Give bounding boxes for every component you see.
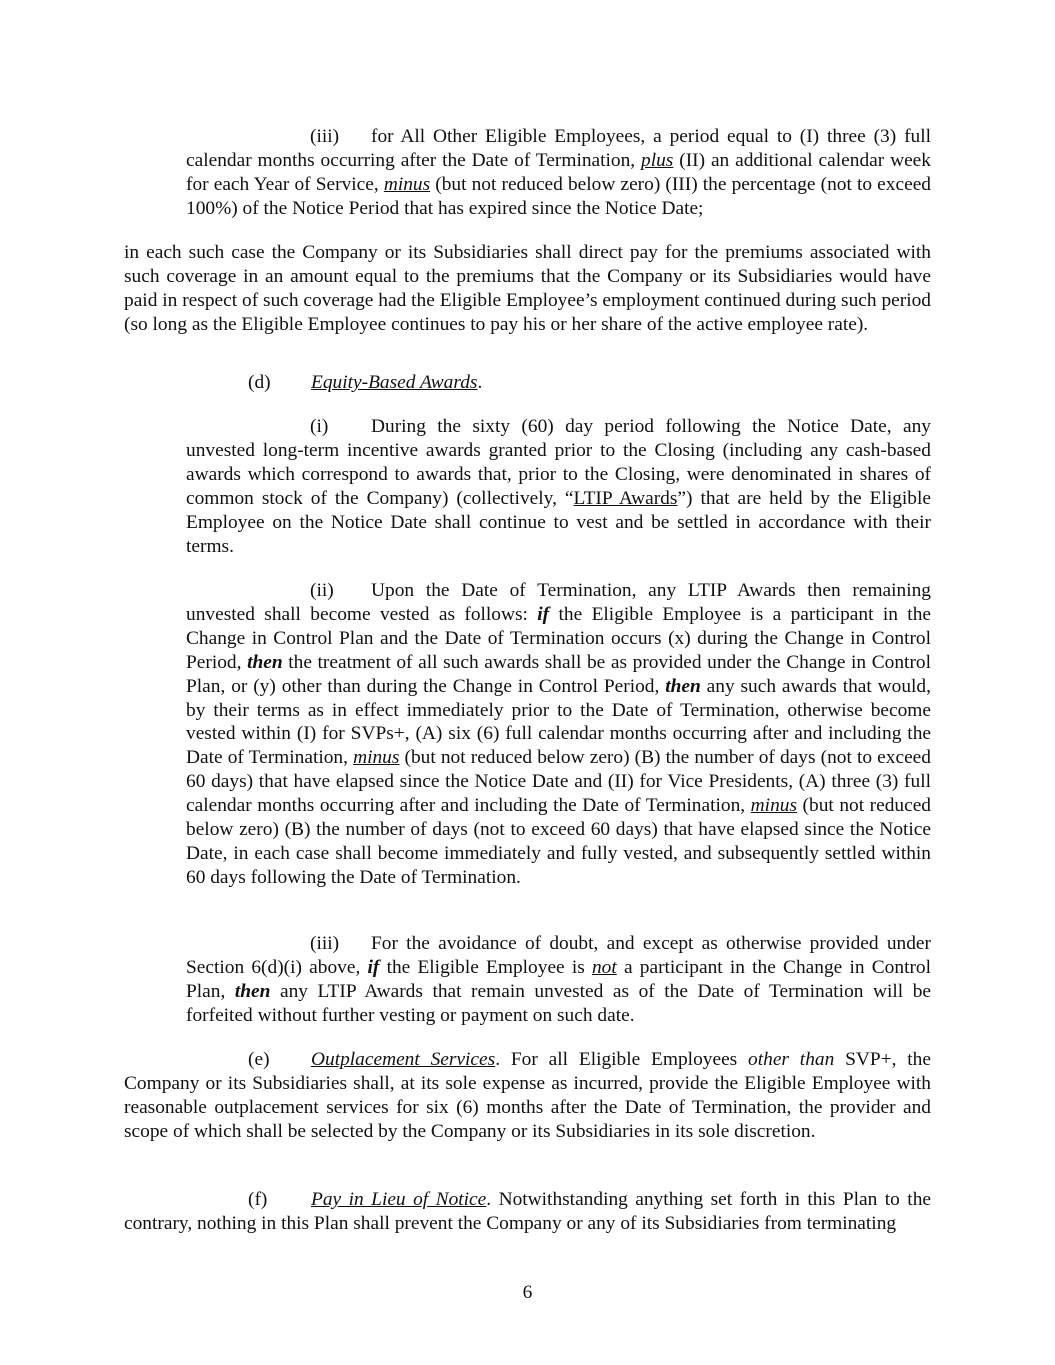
paragraph-d-i: (i) During the sixty (60) day period following the Notice Date, any unvested long-term incentive awards granted prior to the Closing (including any cash-based awards which correspond to awards that, prior to the Closing, were denominated in shares of common stock of the Company) (collectively, “LTIP Awards”) that are held by the Eligible Employee on the Notice Date shall continue to vest and be settled in accordance with their terms. [186, 416, 931, 557]
section-title: Outplacement Services [311, 1049, 496, 1070]
emphasis-plus: plus [641, 149, 674, 171]
paragraph-f-pay-in-lieu: (f) Pay in Lieu of Notice. Notwithstanding anything set forth in this Plan to the contrary, nothing in this Plan shall prevent the Company or any of its Subsidiaries from terminating [124, 1189, 931, 1234]
paragraph-d-iii: (iii) For the avoidance of doubt, and except as otherwise provided under Section 6(d)(i) above, if the Eligible Employee is not a participant in the Change in Control Plan, then any LTIP Awards that remain unvested as of the Date of Termination will be forfeited without further vesting or payment on such date. [186, 933, 931, 1026]
page-number: 6 [522, 1282, 533, 1303]
paragraph-c-iii: (iii) for All Other Eligible Employees, a period equal to (I) three (3) full calendar months occurring after the Date of Termination, plus (II) an additional calendar week for each Year of Service, minus (but not reduced below zero) (III) the percentage (not to exceed 100%) of the Notice Period that has expired since the Notice Date; [186, 126, 931, 219]
emphasis-minus: minus [383, 173, 431, 195]
paragraph-coverage-premiums: in each such case the Company or its Subsidiaries shall direct pay for the premiums associated with such coverage in an amount equal to the premiums that the Company or its Subsidiaries would have paid in respect of such coverage had the Eligible Employee’s employment continued during such period (so long as the Eligible Employee continues to pay his or her share of the active employee rate). [124, 242, 931, 335]
section-label: (d) [248, 372, 271, 393]
emphasis-if: if [367, 956, 380, 978]
emphasis-then: then [247, 651, 283, 673]
clause-label: (iii) [310, 126, 340, 147]
section-label: (e) [248, 1049, 270, 1070]
emphasis-then: then [234, 980, 271, 1002]
section-heading-d: (d) Equity-Based Awards. [248, 372, 483, 393]
emphasis-minus: minus [750, 795, 797, 817]
section-label: (f) [248, 1189, 268, 1210]
clause-label: (iii) [310, 933, 340, 954]
section-title: Equity-Based Awards [311, 372, 478, 393]
clause-label: (i) [310, 416, 329, 437]
defined-term-ltip-awards: LTIP Awards [573, 487, 678, 509]
emphasis-then: then [665, 675, 701, 697]
paragraph-e-outplacement: (e) Outplacement Services. For all Eligible Employees other than SVP+, the Company or its Subsidiaries shall, at its sole expense as incurred, provide the Eligible Employee with reasonable outplacement services for six (6) months after the Date of Termination, the provider and scope of which shall be selected by the Company or its Subsidiaries in its sole discretion. [124, 1049, 931, 1142]
emphasis-minus: minus [353, 747, 400, 769]
emphasis-other-than: other than [748, 1049, 835, 1070]
emphasis-if: if [537, 603, 550, 625]
paragraph-d-ii: (ii) Upon the Date of Termination, any LTIP Awards then remaining unvested shall become vested as follows: if the Eligible Employee is a participant in the Change in Control Plan and the Date of Termination occurs (x) during the Change in Control Period, then the treatment of all such awards shall be as provided under the Change in Control Plan, or (y) other than during the Change in Control Period, then any such awards that would, by their terms as in effect immediately prior to the Date of Termination, otherwise become vested within (I) for SVPs+, (A) six (6) full calendar months occurring after and including the Date of Termination, minus (but not reduced below zero) (B) the number of days (not to exceed 60 days) that have elapsed since the Notice Date and (II) for Vice Presidents, (A) three (3) full calendar months occurring after and including the Date of Termination, minus (but not reduced below zero) (B) the number of days (not to exceed 60 days) that have elapsed since the Notice Date, in each case shall become immediately and fully vested, and subsequently settled within 60 days following the Date of Termination. [186, 580, 931, 888]
section-title: Pay in Lieu of Notice [311, 1189, 487, 1210]
emphasis-not: not [591, 956, 617, 978]
clause-label: (ii) [310, 580, 334, 601]
